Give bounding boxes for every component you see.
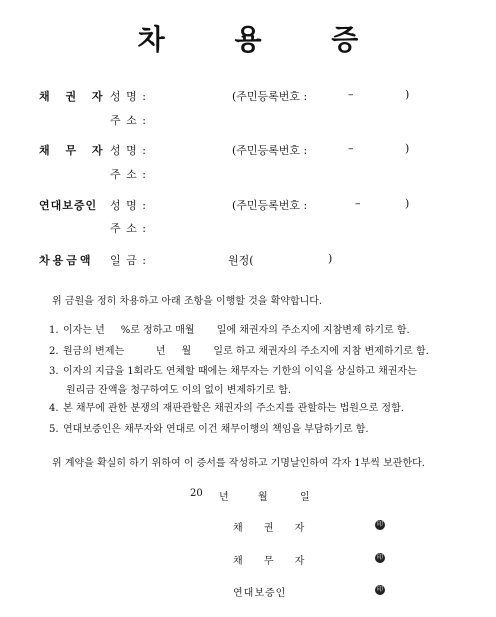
debtor-label: 채 무 자 bbox=[39, 144, 109, 157]
clause-text: 연대보증인은 채무자와 연대로 이건 채무이행의 책임을 부담하기로 함. bbox=[63, 424, 369, 435]
creditor-address-label: 주 소 : bbox=[110, 114, 147, 127]
debtor-name-label: 성 명 : bbox=[110, 144, 147, 157]
clause-text: 이자의 지급을 1회라도 연체할 때에는 채무자는 기한의 이익을 상실하고 채권자는 bbox=[63, 366, 417, 377]
guarantor-id-label: (주민등록번호 : bbox=[232, 199, 308, 212]
guarantor-address-label: 주 소 : bbox=[110, 222, 147, 235]
clause-number: 2. bbox=[49, 346, 59, 357]
guarantor-sign-label: 연대보증인 bbox=[233, 588, 287, 599]
loan-won-close: ) bbox=[328, 252, 333, 265]
clause-number: 4. bbox=[49, 403, 59, 414]
seal-icon: 印 bbox=[376, 521, 383, 528]
loan-amount-label: 차용금액 bbox=[39, 254, 94, 267]
debtor-id-label: (주민등록번호 : bbox=[232, 144, 308, 157]
document-title: 차 용 증 bbox=[137, 23, 389, 56]
guarantor-name-label: 성 명 : bbox=[110, 199, 147, 212]
guarantor-id-close: ) bbox=[405, 197, 410, 210]
loan-sum-label: 일 금 : bbox=[110, 254, 147, 267]
clause-text: 본 채무에 관한 분쟁의 재판관할은 채권자의 주소지를 관할하는 법원으로 정함. bbox=[63, 403, 404, 414]
clause-item bbox=[49, 401, 404, 417]
seal-icon: 印 bbox=[376, 554, 383, 561]
date-year-prefix: 20 bbox=[190, 488, 203, 499]
clause-number: 5. bbox=[49, 424, 59, 435]
clause-text: 이자는 년 %로 정하고 매월 일에 채권자의 주소지에 지참변제 하기로 함. bbox=[63, 325, 410, 336]
clause-continuation: 원리금 잔액을 청구하여도 이의 없이 변제하기로 함. bbox=[66, 385, 292, 396]
creditor-id-close: ) bbox=[405, 88, 410, 101]
creditor-id-label: (주민등록번호 : bbox=[232, 90, 308, 103]
closing-statement: 위 계약을 확실히 하기 위하여 이 증서를 작성하고 기명날인하여 각자 1부씩 보관한다. bbox=[52, 458, 425, 469]
creditor-label: 채 권 자 bbox=[39, 90, 109, 103]
seal-icon: 印 bbox=[376, 586, 383, 593]
loan-won-label: 원정( bbox=[228, 254, 254, 267]
date-month-label: 월 bbox=[258, 492, 268, 503]
clause-item bbox=[49, 364, 417, 380]
guarantor-label: 연대보증인 bbox=[39, 199, 98, 212]
creditor-id-dash: – bbox=[348, 88, 354, 101]
clause-item bbox=[49, 422, 369, 438]
creditor-sign-label: 채 권 자 bbox=[233, 523, 314, 534]
debtor-id-dash: – bbox=[348, 142, 354, 155]
clause-item bbox=[49, 323, 410, 339]
clause-number: 1. bbox=[49, 325, 59, 336]
debtor-sign-label: 채 무 자 bbox=[233, 556, 314, 567]
intro-statement: 위 금원을 정히 차용하고 아래 조항을 이행할 것을 확약합니다. bbox=[52, 296, 323, 307]
clause-number: 3. bbox=[49, 366, 59, 377]
date-year-label: 년 bbox=[219, 492, 229, 503]
creditor-name-label: 성 명 : bbox=[110, 90, 147, 103]
guarantor-id-dash: – bbox=[355, 197, 361, 210]
clause-item bbox=[49, 344, 429, 360]
debtor-address-label: 주 소 : bbox=[110, 168, 147, 181]
debtor-id-close: ) bbox=[405, 142, 410, 155]
clause-text: 원금의 변제는 년 월 일로 하고 채권자의 주소지에 지참 변제하기로 함. bbox=[63, 346, 429, 357]
date-day-label: 일 bbox=[300, 492, 310, 503]
